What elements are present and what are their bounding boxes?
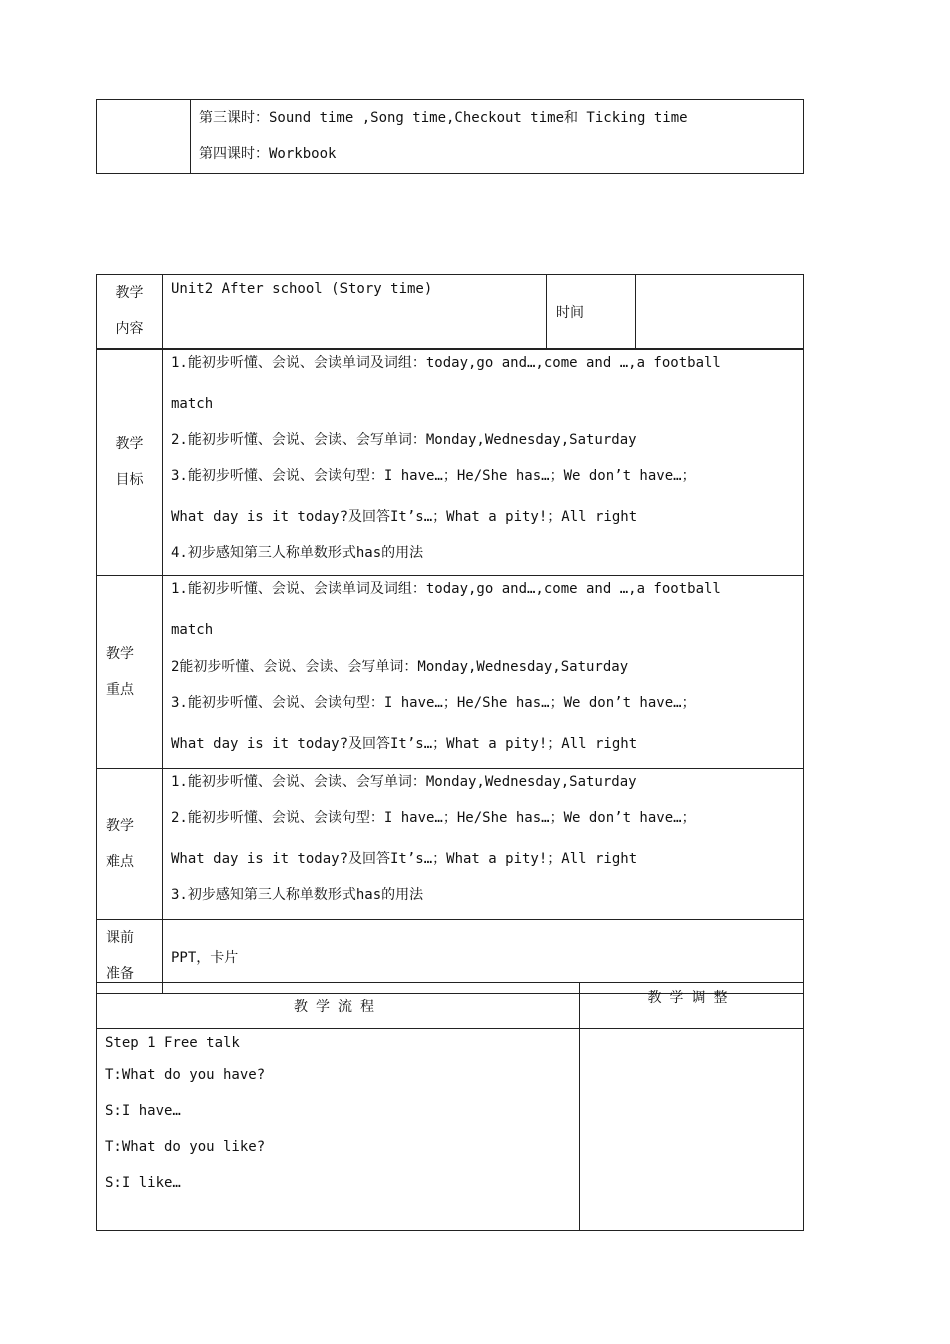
- key-point-line: What day is it today?及回答It’s…；What a pity!；All right: [171, 736, 638, 752]
- difficult-label: 教学: [106, 818, 134, 834]
- lesson-objectives-table: [96, 348, 804, 994]
- goals-cell: [163, 349, 804, 576]
- prep-value: PPT，卡片: [171, 949, 239, 966]
- content-label: 教学: [115, 285, 144, 301]
- process-line: S:I like…: [105, 1175, 181, 1191]
- goal-line: 3.能初步听懂、会说、会读句型：I have…；He/She has…；We don’t have…；: [171, 468, 696, 484]
- time-label: 时间: [556, 305, 584, 321]
- key-points-cell: [163, 576, 804, 769]
- goal-line: What day is it today?及回答It’s…；What a pity!；All right: [171, 509, 638, 525]
- goals-label: 目标: [115, 472, 144, 488]
- difficult-label: 难点: [106, 854, 134, 870]
- goals-label: 教学: [115, 436, 144, 452]
- adjust-content-cell: [580, 1029, 804, 1231]
- process-content-cell: [97, 1029, 580, 1231]
- content-value: Unit2 After school (Story time): [171, 281, 433, 297]
- prep-label: 准备: [106, 966, 134, 982]
- key-point-line: 1.能初步听懂、会说、会读单词及词组：today,go and…,come and …,a football: [171, 581, 721, 597]
- goal-line: 1.能初步听懂、会说、会读单词及词组：today,go and…,come and …,a football: [171, 355, 721, 371]
- process-line: S:I have…: [105, 1103, 181, 1119]
- key-point-line: 3.能初步听懂、会说、会读句型：I have…；He/She has…；We don’t have…；: [171, 695, 696, 711]
- difficult-point-line: 1.能初步听懂、会说、会读、会写单词：Monday,Wednesday,Saturday: [171, 774, 637, 790]
- process-header-cell: [97, 983, 580, 1029]
- key-label-cell: [97, 576, 163, 769]
- difficult-point-line: What day is it today?及回答It’s…；What a pity!；All right: [171, 851, 638, 867]
- key-point-line: 2能初步听懂、会说、会读、会写单词：Monday,Wednesday,Saturday: [171, 659, 629, 675]
- content-value-cell: [163, 275, 547, 350]
- process-header: 教学流程: [294, 998, 382, 1015]
- goal-line: 2.能初步听懂、会说、会读、会写单词：Monday,Wednesday,Saturday: [171, 432, 637, 448]
- key-label: 教学: [106, 646, 134, 662]
- adjust-header-cell: [580, 983, 804, 1029]
- adjust-header: 教学调整: [647, 990, 736, 1006]
- time-label-cell: [547, 275, 636, 350]
- lesson-plan-table: [96, 274, 804, 350]
- difficult-point-line: 3.初步感知第三人称单数形式has的用法: [171, 887, 424, 903]
- process-line: T:What do you have?: [105, 1067, 266, 1083]
- content-label: 内容: [115, 321, 144, 337]
- prep-label: 课前: [106, 930, 134, 946]
- top-table-content-cell: [191, 100, 804, 174]
- lesson-schedule-line: 第四课时：Workbook: [199, 146, 337, 162]
- time-value-cell: [636, 275, 804, 350]
- difficult-label-cell: [97, 769, 163, 920]
- process-line: T:What do you like?: [105, 1139, 266, 1155]
- key-label: 重点: [106, 682, 134, 698]
- key-point-line: match: [171, 622, 214, 638]
- process-line: Step 1 Free talk: [105, 1035, 240, 1051]
- goal-line: 4.初步感知第三人称单数形式has的用法: [171, 545, 424, 561]
- goals-label-cell: [97, 349, 163, 576]
- top-table-empty-cell: [97, 100, 191, 174]
- process-table: [96, 982, 804, 1231]
- difficult-points-cell: [163, 769, 804, 920]
- difficult-point-line: 2.能初步听懂、会说、会读句型：I have…；He/She has…；We don’t have…；: [171, 810, 696, 826]
- content-label-cell: [97, 275, 163, 350]
- lesson-schedule-line: 第三课时：Sound time ,Song time,Checkout time和 Ticking time: [199, 110, 688, 126]
- goal-line: match: [171, 396, 214, 412]
- top-table: [96, 99, 804, 174]
